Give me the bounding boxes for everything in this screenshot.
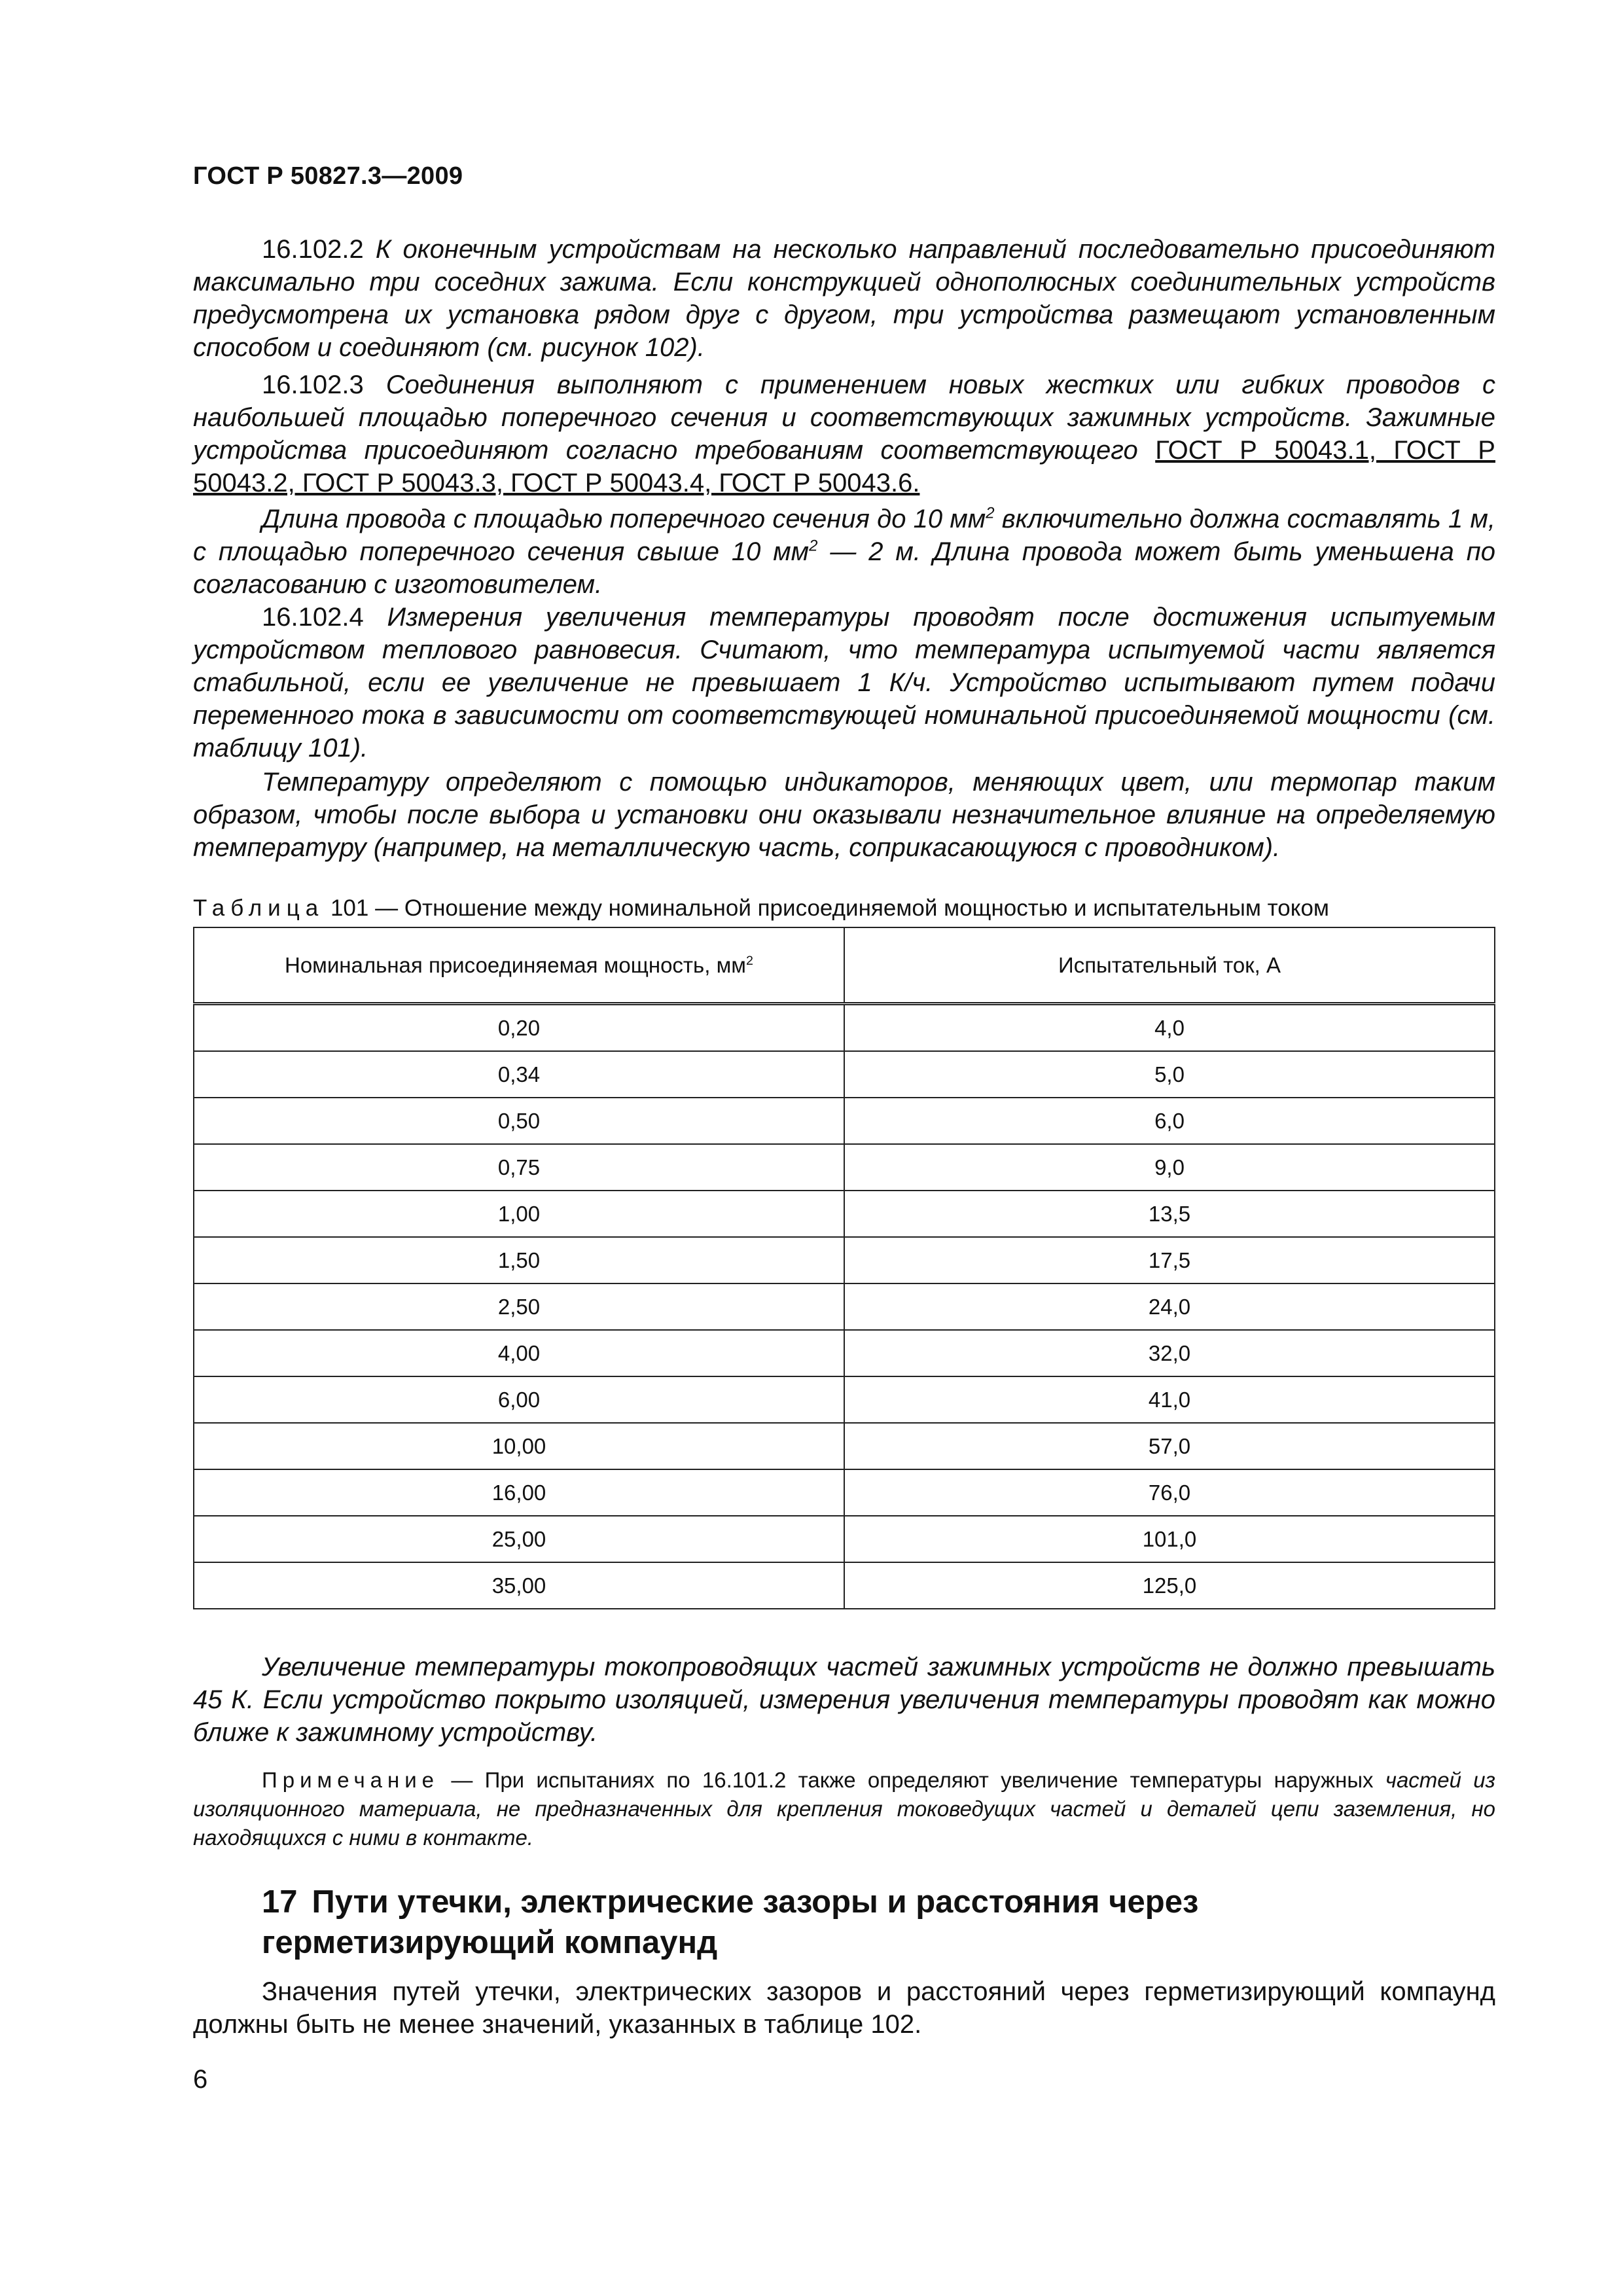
section-17-body: [193, 1975, 1495, 2041]
clause-number: 16.102.2: [262, 235, 364, 264]
caption-label: Таблица: [193, 895, 325, 921]
table-row: [194, 1330, 1495, 1376]
cell-current: 9,0: [844, 1144, 1495, 1191]
cell-power: 0,50: [194, 1098, 844, 1144]
clause-text: Температуру определяют с помощью индикаторов, меняющих цвет, или термопар таким образом, чтобы после выбора и установки они оказывали незначительное влияние на определяемую температуру (например, на металлическую часть, соприкасающуюся с проводником).: [193, 768, 1495, 862]
cell-power: 1,50: [194, 1237, 844, 1283]
cell-power: 10,00: [194, 1423, 844, 1469]
caption-text: 101 — Отношение между номинальной присоединяемой мощностью и испытательным током: [330, 895, 1329, 921]
standard-references-link[interactable]: ГОСТ Р 50043.1, ГОСТ Р 50043.2, ГОСТ Р 50043.3, ГОСТ Р 50043.4, ГОСТ Р 50043.6.: [193, 436, 1495, 497]
cell-current: 125,0: [844, 1562, 1495, 1609]
table-row: [194, 1144, 1495, 1191]
table-row: [194, 1051, 1495, 1098]
cell-power: 4,00: [194, 1330, 844, 1376]
paragraph-wire-length: [193, 503, 1495, 601]
clause-text: Соединения выполняют с применением новых жестких или гибких проводов с наибольшей площадью поперечного сечения и соответствующих зажимных устройств. Зажимные устройства присоединяют согласно требованиям соответствующего: [193, 370, 1495, 465]
cell-power: 35,00: [194, 1562, 844, 1609]
table-row: [194, 1283, 1495, 1330]
paragraph-temperature: [193, 766, 1495, 864]
superscript: 2: [986, 504, 995, 522]
clause-text: К оконечным устройствам на несколько направлений последовательно присоединяют максимально три соседних зажима. Если конструкцией однополюсных соединительных устройств предусмотрена их установка рядом друг с другом, три устройства размещают установленным способом и соединяют (см. рисунок 102).: [193, 235, 1495, 362]
cell-current: 4,0: [844, 1004, 1495, 1052]
cell-power: 25,00: [194, 1516, 844, 1562]
section-heading-17: [262, 1882, 1495, 1963]
table-row: [194, 1098, 1495, 1144]
clause-number: 16.102.3: [262, 370, 364, 399]
clause-number: 16.102.4: [262, 603, 364, 632]
clause-text: Измерения увеличения температуры проводят после достижения испытуемым устройством теплового равновесия. Считают, что температура испытуемой части является стабильной, если ее увеличение не превышает 1 К/ч. Устройство испытывают путем подачи переменного тока в зависимости от соответствующей номинальной присоединяемой мощности (см. таблицу 101).: [193, 603, 1495, 762]
paragraph-temperature-limit: [193, 1651, 1495, 1749]
paragraph-16-102-4: [193, 601, 1495, 764]
table-row: [194, 1516, 1495, 1562]
section-title: Пути утечки, электрические зазоры и расстояния через герметизирующий компаунд: [262, 1884, 1199, 1960]
cell-current: 17,5: [844, 1237, 1495, 1283]
text-fragment: включительно должна составлять 1 м, с площадью поперечного сечения свыше 10 мм: [193, 505, 1496, 566]
table-row: [194, 1237, 1495, 1283]
paragraph-16-102-2: [193, 233, 1495, 364]
table-row: [194, 1469, 1495, 1516]
cell-power: 1,00: [194, 1191, 844, 1237]
cell-power: 6,00: [194, 1376, 844, 1423]
table-row: [194, 1562, 1495, 1609]
table-row: [194, 1004, 1495, 1052]
cell-current: 57,0: [844, 1423, 1495, 1469]
cell-current: 101,0: [844, 1516, 1495, 1562]
cell-power: 16,00: [194, 1469, 844, 1516]
section-number: 17: [262, 1884, 298, 1920]
cell-current: 76,0: [844, 1469, 1495, 1516]
table-101: [193, 927, 1495, 1609]
cell-current: 32,0: [844, 1330, 1495, 1376]
table-row: [194, 1191, 1495, 1237]
column-header-power: Номинальная присоединяемая мощность, $мм^2$: [194, 927, 844, 1004]
note-lead: — При испытаниях по 16.101.2 также определяют увеличение температуры наружных: [439, 1768, 1385, 1792]
cell-current: 24,0: [844, 1283, 1495, 1330]
cell-current: 6,0: [844, 1098, 1495, 1144]
column-header-current: Испытательный ток, А: [844, 927, 1495, 1004]
table-row: [194, 1423, 1495, 1469]
cell-current: 41,0: [844, 1376, 1495, 1423]
text-fragment: Длина провода с площадью поперечного сечения до 10 мм: [262, 505, 986, 533]
cell-current: 5,0: [844, 1051, 1495, 1098]
cell-power: 0,75: [194, 1144, 844, 1191]
clause-text: Значения путей утечки, электрических зазоров и расстояний через герметизирующий компаунд должны быть не менее значений, указанных в таблице 102.: [193, 1977, 1495, 2039]
cell-power: 2,50: [194, 1283, 844, 1330]
paragraph-16-102-3: [193, 368, 1495, 499]
clause-text: Увеличение температуры токопроводящих частей зажимных устройств не должно превышать 45 К. Если устройство покрыто изоляцией, измерения увеличения температуры проводят как можно ближе к зажимному устройству.: [193, 1653, 1495, 1747]
table-header-row: [194, 927, 1495, 1004]
note-label: Примечание: [262, 1768, 440, 1792]
cell-power: 0,20: [194, 1004, 844, 1052]
cell-current: 13,5: [844, 1191, 1495, 1237]
note-italic: частей из изоляционного материала, не предназначенных для крепления токоведущих частей и деталей цепи заземления, но находящихся с ними в контакте.: [193, 1768, 1495, 1850]
cell-power: 0,34: [194, 1051, 844, 1098]
text-fragment: — 2 м. Длина провода может быть уменьшена по согласованию с изготовителем.: [193, 537, 1496, 599]
table-row: [194, 1376, 1495, 1423]
document-header: ГОСТ Р 50827.3—2009: [193, 162, 463, 190]
table-caption: [193, 895, 1329, 922]
note-block: [193, 1766, 1495, 1852]
superscript: 2: [809, 537, 818, 555]
page-number: 6: [193, 2065, 208, 2094]
table-body: [194, 1004, 1495, 1609]
